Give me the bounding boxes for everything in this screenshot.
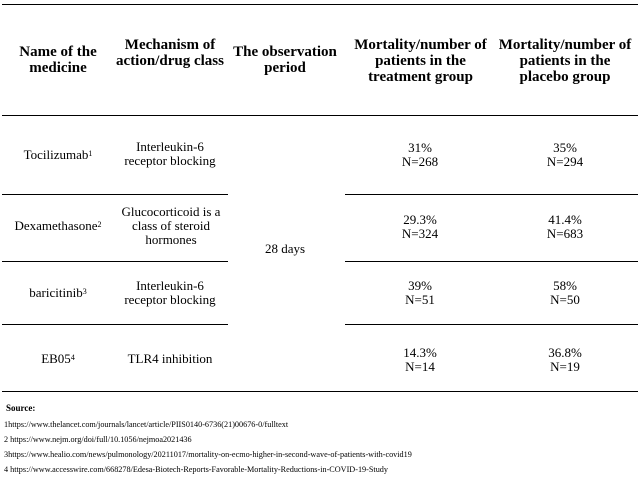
treatment-n: N=14 xyxy=(405,359,435,374)
placebo-n: N=683 xyxy=(546,226,584,241)
header-medicine: Name of the medicine xyxy=(19,44,97,76)
placebo-pct: 41.4% xyxy=(548,212,582,227)
table-row-cell-name: Tocilizumab$^1$ xyxy=(23,147,93,162)
row-divider xyxy=(345,194,638,195)
row-divider xyxy=(2,324,228,325)
table-row-cell-name: baricitinib$^3$ xyxy=(29,285,87,300)
sources-title: Source: xyxy=(6,403,36,413)
header-mechanism: Mechanism of action/drug class xyxy=(116,37,224,69)
placebo-pct: 35% xyxy=(553,140,577,155)
placebo-n: N=294 xyxy=(546,154,584,169)
table-row-cell-treatment xyxy=(360,346,480,374)
table-row-cell-placebo xyxy=(505,141,625,169)
treatment-n: N=51 xyxy=(405,292,435,307)
source-link[interactable]: 2 https://www.nejm.org/doi/full/10.1056/nejmoa2021436 xyxy=(4,435,192,444)
placebo-pct: 36.8% xyxy=(548,345,582,360)
treatment-pct: 31% xyxy=(408,140,432,155)
header-placebo: Mortality/number of patients in the placebo group xyxy=(498,37,632,85)
table-bottom-rule xyxy=(2,391,638,392)
table-row-cell-name: $EB05^4$ xyxy=(41,351,75,366)
header-bottom-rule xyxy=(2,115,638,116)
row-divider xyxy=(2,194,228,195)
treatment-pct: 14.3% xyxy=(403,345,437,360)
table-row-cell-mechanism: Interleukin-6 receptor blocking xyxy=(124,139,216,168)
header-observation: The observation period xyxy=(233,44,337,76)
table-row-cell-name: Dexamethasone$^2$ xyxy=(14,218,102,233)
treatment-pct: 29.3% xyxy=(403,212,437,227)
table-row-cell-mechanism: Interleukin-6 receptor blocking xyxy=(124,278,216,307)
table-row-cell-treatment xyxy=(360,213,480,241)
table-row-cell-mechanism: TLR4 inhibition xyxy=(127,351,213,366)
placebo-pct: 58% xyxy=(553,278,577,293)
treatment-n: N=268 xyxy=(401,154,439,169)
source-link[interactable]: 1https://www.thelancet.com/journals/lancet/article/PIIS0140-6736(21)00676-0/fulltext xyxy=(4,420,289,429)
table-row-cell-placebo xyxy=(505,213,625,241)
row-divider xyxy=(2,261,228,262)
table-row-cell-placebo xyxy=(505,279,625,307)
placebo-n: N=19 xyxy=(550,359,580,374)
table-top-rule xyxy=(2,4,638,5)
row-divider xyxy=(345,324,638,325)
source-link[interactable]: 4 https://www.accesswire.com/668278/Edesa-Biotech-Reports-Favorable-Mortality-Reductions-in-COVID-19-Study xyxy=(4,465,388,474)
treatment-n: N=324 xyxy=(401,226,439,241)
header-treatment: Mortality/number of patients in the treatment group xyxy=(354,37,487,85)
source-link[interactable]: 3https://www.healio.com/news/pulmonology/20211017/mortality-on-ecmo-higher-in-second-wave-of-patients-with-covid19 xyxy=(4,450,412,459)
table-row-cell-placebo xyxy=(505,346,625,374)
table-row-cell-treatment xyxy=(360,141,480,169)
placebo-n: N=50 xyxy=(550,292,580,307)
observation-period: 28 days xyxy=(264,241,306,256)
table-row-cell-treatment xyxy=(360,279,480,307)
table-row-cell-mechanism: Glucocorticoid is a class of steroid hormones xyxy=(121,204,221,247)
treatment-pct: 39% xyxy=(408,278,432,293)
row-divider xyxy=(345,261,638,262)
